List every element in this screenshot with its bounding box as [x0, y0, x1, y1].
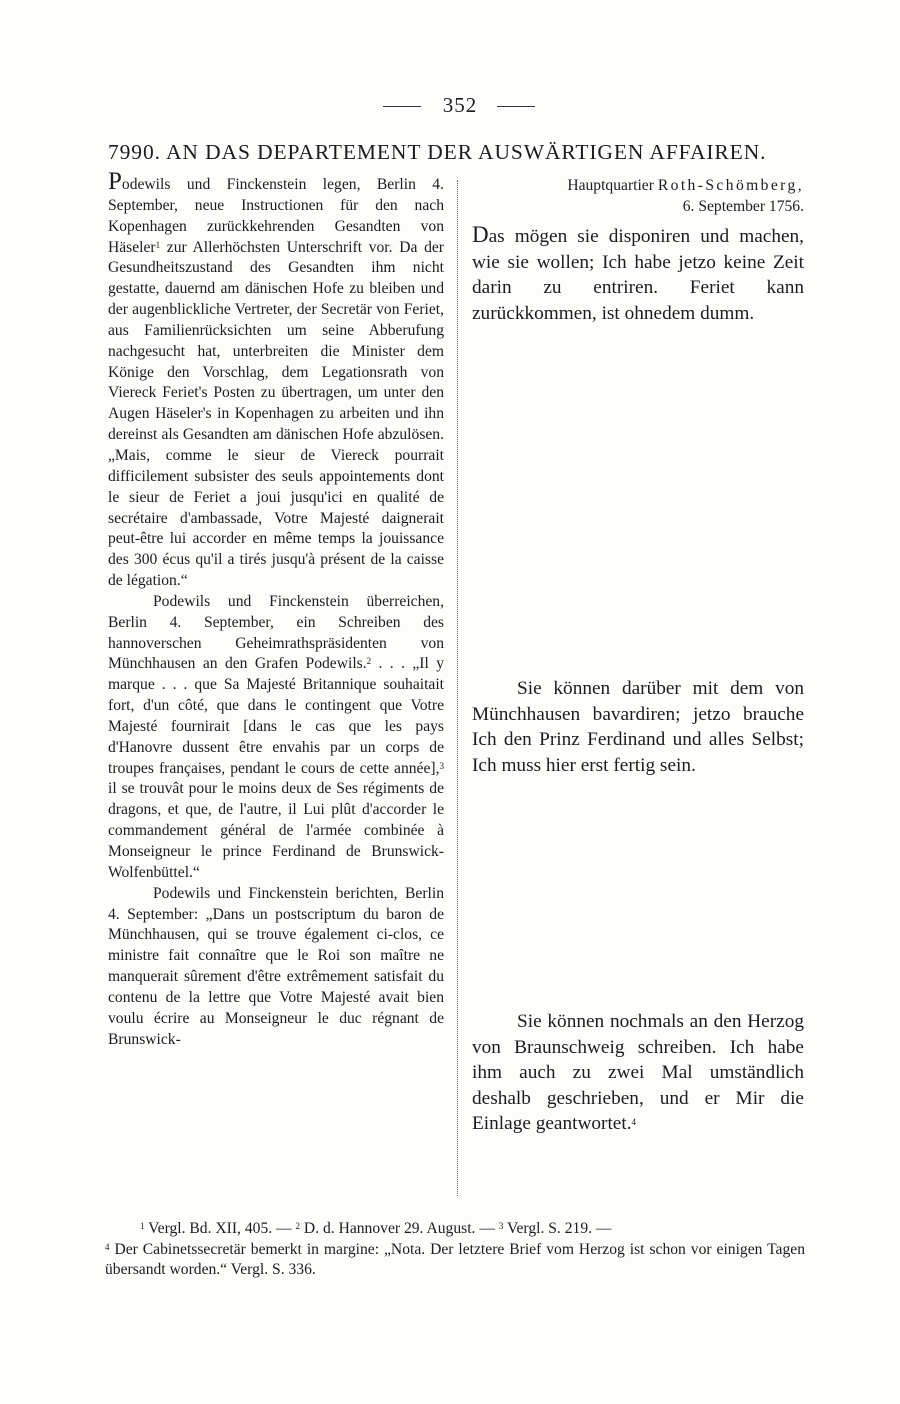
paragraph-text: zur Allerhöchsten Unterschrift vor. Da der Gesundheitszustand des Gesandten ihm nicht gestatte, dauernd am dänischen Hofe zu bleiben und der augenblickliche Vertreter, der Secretär von Feriet, aus Familienrücksichten um seine Abberufung nachgesucht hat, unterbreiten die Minister dem Könige den Vorschlag, dem Legationsrath von Viereck Feriet's Posten zu übertragen, um unter den Augen Häseler's in Kopenhagen zu arbeiten und ihn dereinst als Gesandten am dänischen Hofe abzulösen. „Mais, comme le sieur de Viereck pourrait difficilement subsister des seuls appointements dont le sieur de Feriet a joui jusqu'ici en qualité de secrétaire d'ambassade, Votre Majesté daignerait peut-être lui accorder en même temps la jouissance des 300 écus qu'il a tirés jusqu'à présent de la caisse de légation.“: [108, 238, 444, 590]
left-paragraph-3: Podewils und Finckenstein berichten, Berlin 4. September: „Dans un postscriptum du baron de Münchhausen, qui se trouve également ci-clos, ce ministre fait connaître que le Roi son maître ne manquerait sûrement d'être extrêmement satisfait du contenu de la lettre que Votre Majesté avait bien voulu écrire au Monseigneur le duc régnant de Brunswick-: [108, 884, 444, 1048]
footnote-ref: 3: [439, 760, 444, 771]
document-title: 7990. AN DAS DEPARTEMENT DER AUSWÄRTIGEN AFFAIREN.: [108, 140, 767, 164]
place-name: Roth-Schömberg,: [657, 177, 804, 194]
footnotes: [105, 1219, 805, 1281]
left-paragraph-2: [108, 592, 444, 884]
footnote-ref: 1: [155, 239, 161, 250]
right-paragraph-1: [472, 222, 804, 326]
initial-letter: D: [472, 222, 489, 247]
page-number: 352: [442, 93, 478, 117]
paragraph-text: il se trouvât pour le moins deux de Ses régiments de dragons, et que, de l'autre, il Lui plût d'accorder le commandement général de l'armée combinée à Monseigneur le prince Ferdinand de Brunswick-Wolfenbüttel.“: [108, 780, 444, 881]
left-column: [108, 168, 444, 1050]
page-header: [0, 93, 900, 119]
place-prefix: Hauptquartier: [567, 177, 658, 194]
header-rule-right: [497, 106, 535, 107]
header-rule-left: [383, 106, 421, 107]
paragraph-text: Podewils und Finckenstein überreichen, Berlin 4. September, ein Schreiben des hannoverschen Geheimrathspräsidenten von Münchhausen an den Grafen Podewils.: [108, 592, 444, 673]
right-paragraph-3: [472, 1009, 804, 1137]
footnote-ref: 2: [366, 656, 372, 667]
right-paragraph-2: [472, 676, 804, 778]
paragraph-text: odewils und Finckenstein legen, Berlin 4. September, neue Instructionen für den nach Kopenhagen zurückkehrenden Gesandten von Häseler: [108, 176, 444, 256]
paragraph-text: Sie können darüber mit dem von Münchhausen bavardiren; jetzo brauche Ich den Prinz Ferdinand und alles Selbst; Ich muss hier erst fertig sein.: [472, 678, 804, 776]
place-line: [472, 176, 804, 197]
column-divider: [457, 180, 458, 1196]
footnote-line: $^1$ Vergl. Bd. XII, 405. — $^2$ D. d. Hannover 29. August. — $^3$ Vergl. S. 219. — $^4$ Der Cabinetssecretär bemerkt in margine: „Nota. Der letztere Brief vom Herzog ist schon vor einigen Tagen übersandt worden.“ Vergl. S. 336.: [105, 1220, 805, 1278]
place-and-date: [472, 176, 804, 217]
date-line: 6. September 1756.: [682, 197, 804, 215]
paragraph-text: as mögen sie disponiren und machen, wie sie wollen; Ich habe jetzo keine Zeit darin zu entriren. Feriet kann zurückkommen, ist ohnedem dumm.: [472, 226, 804, 324]
paragraph-text: . . . „Il y marque . . . que Sa Majesté Britannique souhaitait fort, d'un côté, que dans le contingent que Votre Majesté fournirait [dans le cas que les pays d'Hanovre dussent être envahis par un corps de troupes françaises, pendant le cours de cette année],: [108, 655, 444, 777]
footnote-ref: 4: [631, 1117, 637, 1128]
paragraph-text: Sie können nochmals an den Herzog von Braunschweig schreiben. Ich habe ihm auch zu zwei Mal umständlich deshalb geschrieben, und er Mir die Einlage geantwortet.: [472, 1011, 804, 1135]
left-paragraph-1: [108, 168, 444, 592]
initial-letter: P: [108, 168, 122, 195]
